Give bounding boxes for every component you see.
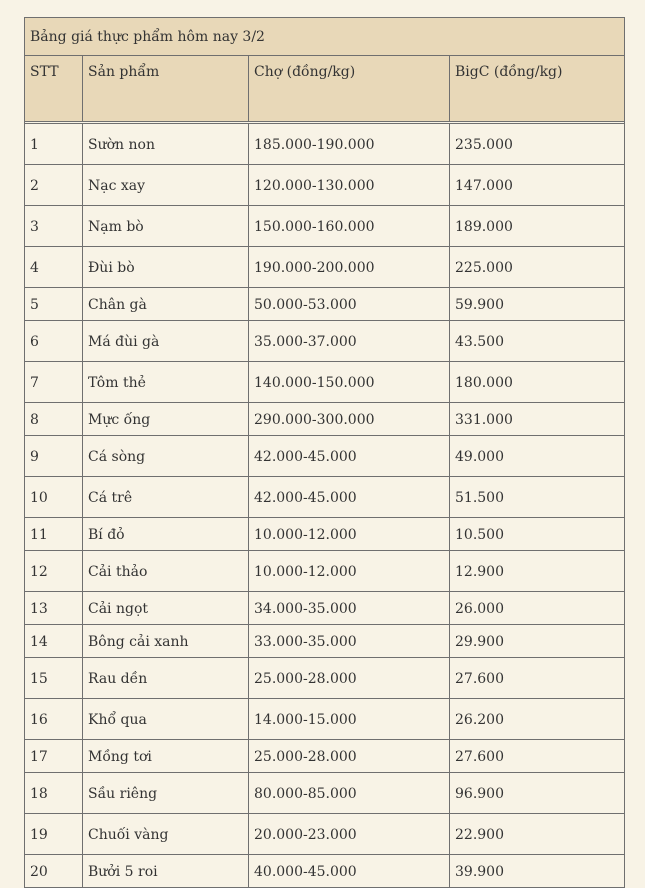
- table-row: [25, 518, 625, 551]
- market-price-cell: 14.000-15.000: [249, 699, 450, 740]
- product-cell: Má đùi gà: [83, 321, 249, 362]
- bigc-price-cell: 27.600: [450, 658, 625, 699]
- stt-cell: 10: [25, 477, 83, 518]
- stt-cell: 7: [25, 362, 83, 403]
- price-table: [24, 17, 625, 888]
- table-row: [25, 165, 625, 206]
- stt-cell: 18: [25, 773, 83, 814]
- table-row: [25, 592, 625, 625]
- table-row: [25, 288, 625, 321]
- stt-cell: 4: [25, 247, 83, 288]
- product-cell: Nạm bò: [83, 206, 249, 247]
- product-cell: Mồng tơi: [83, 740, 249, 773]
- stt-cell: 12: [25, 551, 83, 592]
- bigc-price-cell: 49.000: [450, 436, 625, 477]
- table-row: [25, 855, 625, 888]
- bigc-price-cell: 26.000: [450, 592, 625, 625]
- product-cell: Nạc xay: [83, 165, 249, 206]
- market-price-cell: 42.000-45.000: [249, 477, 450, 518]
- table-caption: Bảng giá thực phẩm hôm nay 3/2: [25, 18, 625, 56]
- stt-cell: 11: [25, 518, 83, 551]
- product-cell: Cải thảo: [83, 551, 249, 592]
- bigc-price-cell: 12.900: [450, 551, 625, 592]
- product-cell: Khổ qua: [83, 699, 249, 740]
- product-cell: Bí đỏ: [83, 518, 249, 551]
- market-price-cell: 25.000-28.000: [249, 740, 450, 773]
- bigc-price-cell: 51.500: [450, 477, 625, 518]
- stt-cell: 1: [25, 124, 83, 165]
- product-cell: Cá sòng: [83, 436, 249, 477]
- bigc-price-cell: 27.600: [450, 740, 625, 773]
- market-price-cell: 140.000-150.000: [249, 362, 450, 403]
- bigc-price-cell: 43.500: [450, 321, 625, 362]
- market-price-cell: 290.000-300.000: [249, 403, 450, 436]
- bigc-price-cell: 26.200: [450, 699, 625, 740]
- table-row: [25, 403, 625, 436]
- stt-cell: 15: [25, 658, 83, 699]
- market-price-cell: 25.000-28.000: [249, 658, 450, 699]
- product-cell: Cải ngọt: [83, 592, 249, 625]
- product-cell: Rau dền: [83, 658, 249, 699]
- bigc-price-cell: 39.900: [450, 855, 625, 888]
- stt-cell: 19: [25, 814, 83, 855]
- market-price-cell: 40.000-45.000: [249, 855, 450, 888]
- bigc-price-cell: 59.900: [450, 288, 625, 321]
- product-cell: Tôm thẻ: [83, 362, 249, 403]
- market-price-cell: 150.000-160.000: [249, 206, 450, 247]
- market-price-cell: 42.000-45.000: [249, 436, 450, 477]
- header-product: Sản phẩm: [83, 56, 249, 122]
- table-row: [25, 699, 625, 740]
- product-cell: Sầu riêng: [83, 773, 249, 814]
- header-bigc-price: BigC (đồng/kg): [450, 56, 625, 122]
- table-row: [25, 773, 625, 814]
- bigc-price-cell: 22.900: [450, 814, 625, 855]
- header-market-price: Chợ (đồng/kg): [249, 56, 450, 122]
- table-row: [25, 321, 625, 362]
- market-price-cell: 50.000-53.000: [249, 288, 450, 321]
- table-header-row: [25, 56, 625, 122]
- market-price-cell: 20.000-23.000: [249, 814, 450, 855]
- product-cell: Mực ống: [83, 403, 249, 436]
- table-caption-row: [25, 18, 625, 56]
- stt-cell: 3: [25, 206, 83, 247]
- market-price-cell: 35.000-37.000: [249, 321, 450, 362]
- table-row: [25, 740, 625, 773]
- market-price-cell: 80.000-85.000: [249, 773, 450, 814]
- bigc-price-cell: 96.900: [450, 773, 625, 814]
- stt-cell: 14: [25, 625, 83, 658]
- table-row: [25, 814, 625, 855]
- market-price-cell: 10.000-12.000: [249, 518, 450, 551]
- table-row: [25, 436, 625, 477]
- market-price-cell: 33.000-35.000: [249, 625, 450, 658]
- bigc-price-cell: 235.000: [450, 124, 625, 165]
- stt-cell: 9: [25, 436, 83, 477]
- market-price-cell: 10.000-12.000: [249, 551, 450, 592]
- table-row: [25, 625, 625, 658]
- bigc-price-cell: 10.500: [450, 518, 625, 551]
- stt-cell: 2: [25, 165, 83, 206]
- product-cell: Cá trê: [83, 477, 249, 518]
- market-price-cell: 34.000-35.000: [249, 592, 450, 625]
- bigc-price-cell: 147.000: [450, 165, 625, 206]
- table-row: [25, 362, 625, 403]
- bigc-price-cell: 29.900: [450, 625, 625, 658]
- table-row: [25, 206, 625, 247]
- stt-cell: 16: [25, 699, 83, 740]
- table-row: [25, 477, 625, 518]
- stt-cell: 8: [25, 403, 83, 436]
- market-price-cell: 120.000-130.000: [249, 165, 450, 206]
- bigc-price-cell: 225.000: [450, 247, 625, 288]
- stt-cell: 13: [25, 592, 83, 625]
- header-stt: STT: [25, 56, 83, 122]
- table-row: [25, 658, 625, 699]
- product-cell: Đùi bò: [83, 247, 249, 288]
- bigc-price-cell: 189.000: [450, 206, 625, 247]
- stt-cell: 5: [25, 288, 83, 321]
- stt-cell: 6: [25, 321, 83, 362]
- market-price-cell: 185.000-190.000: [249, 124, 450, 165]
- stt-cell: 20: [25, 855, 83, 888]
- bigc-price-cell: 331.000: [450, 403, 625, 436]
- table-row: [25, 551, 625, 592]
- product-cell: Bông cải xanh: [83, 625, 249, 658]
- product-cell: Chân gà: [83, 288, 249, 321]
- table-row: [25, 124, 625, 165]
- market-price-cell: 190.000-200.000: [249, 247, 450, 288]
- bigc-price-cell: 180.000: [450, 362, 625, 403]
- stt-cell: 17: [25, 740, 83, 773]
- table-row: [25, 247, 625, 288]
- product-cell: Sườn non: [83, 124, 249, 165]
- product-cell: Bưởi 5 roi: [83, 855, 249, 888]
- product-cell: Chuối vàng: [83, 814, 249, 855]
